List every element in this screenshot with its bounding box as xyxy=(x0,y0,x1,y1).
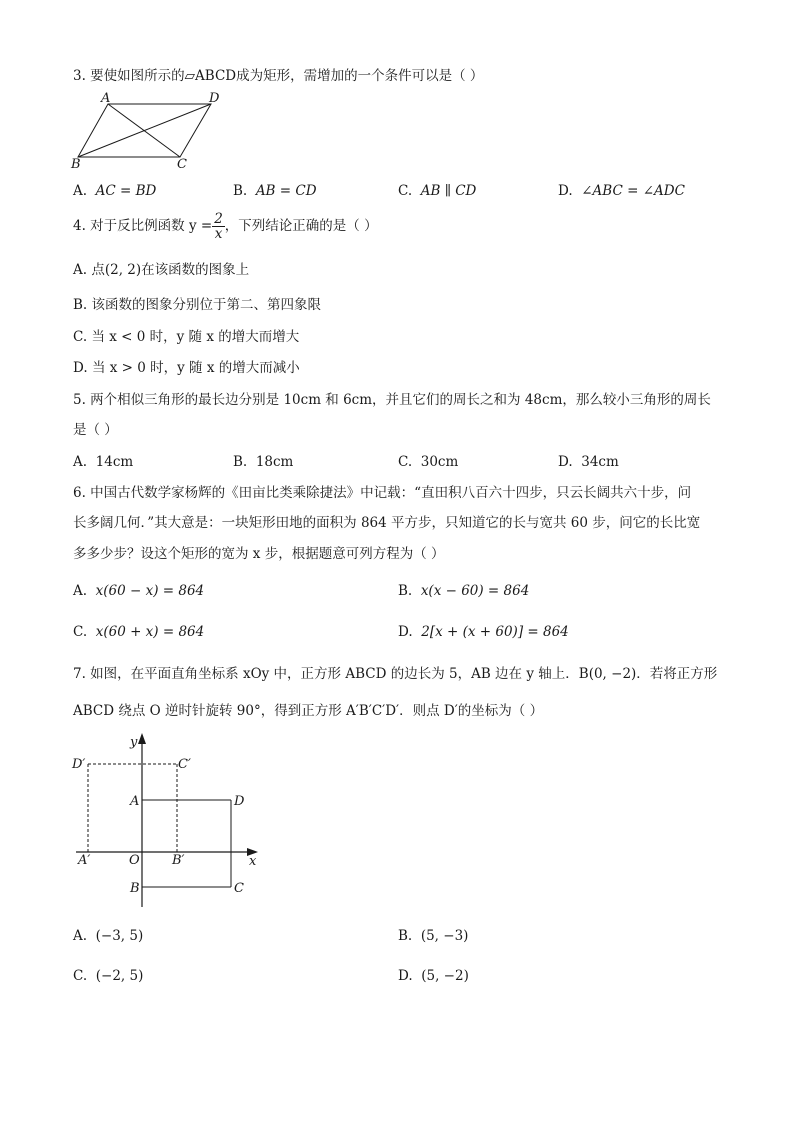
label-d: D xyxy=(209,91,220,106)
q5-option-a[interactable]: A. 14cm xyxy=(73,454,134,470)
q7-option-d[interactable]: D. (5, −2) xyxy=(398,968,469,984)
label-origin: O xyxy=(129,853,140,868)
q4-stem: 4. 对于反比例函数 y = $\frac{2}{x}$ ，下列结论正确的是（ ） xyxy=(73,211,378,242)
label-b-prime: B′ xyxy=(172,853,185,868)
q5-option-c[interactable]: C. 30cm xyxy=(398,454,459,470)
q3-option-d[interactable]: D. ∠ABC = ∠ADC xyxy=(558,183,685,199)
q4-option-a[interactable]: A. 点(2, 2)在该函数的图象上 xyxy=(73,262,250,278)
q3-stem: 3. 要使如图所示的▱ABCD成为矩形，需增加的一个条件可以是（ ） xyxy=(73,68,484,84)
q6-stem-line1: 6. 中国古代数学家杨辉的《田亩比类乘除捷法》中记载：“直田积八百六十四步，只云长阔共六十步，问 xyxy=(73,485,692,501)
q7-option-a[interactable]: A. (−3, 5) xyxy=(73,928,144,944)
label-c: C xyxy=(177,157,187,172)
q6-option-a[interactable]: A. x(60 − x) = 864 xyxy=(73,583,205,599)
label-d-prime: D′ xyxy=(72,757,86,772)
q7-stem-line1: 7. 如图，在平面直角坐标系 xOy 中，正方形 ABCD 的边长为 5，AB 边在 y 轴上．B(0, −2)．若将正方形 xyxy=(73,666,718,682)
q7-option-b[interactable]: B. (5, −3) xyxy=(398,928,469,944)
q6-option-c[interactable]: C. x(60 + x) = 864 xyxy=(73,624,205,640)
q4-option-c[interactable]: C. 当 x < 0 时，y 随 x 的增大而增大 xyxy=(73,329,300,345)
q7-stem-line2: ABCD 绕点 O 逆时针旋转 90°，得到正方形 A′B′C′D′．则点 D′的坐标为（ ） xyxy=(73,703,544,719)
label-c-prime: C′ xyxy=(178,757,191,772)
q4-option-b[interactable]: B. 该函数的图象分别位于第二、第四象限 xyxy=(73,297,322,313)
label-a-prime: A′ xyxy=(78,853,91,868)
diagonal-bd xyxy=(78,104,211,157)
q3-option-c[interactable]: C. AB ∥ CD xyxy=(398,183,477,199)
q6-option-b[interactable]: B. x(x − 60) = 864 xyxy=(398,583,530,599)
q6-stem-line2: 长多阔几何．”其大意是：一块矩形田地的面积为 864 平方步，只知道它的长与宽共 60 步，问它的长比宽 xyxy=(73,515,701,531)
label-d: D xyxy=(234,794,245,809)
q6-option-d[interactable]: D. 2[x + (x + 60)] = 864 xyxy=(398,624,569,640)
q4-option-d[interactable]: D. 当 x > 0 时，y 随 x 的增大而减小 xyxy=(73,360,300,376)
q5-stem-line1: 5. 两个相似三角形的最长边分别是 10cm 和 6cm，并且它们的周长之和为 48cm，那么较小三角形的周长 xyxy=(73,392,711,408)
label-b: B xyxy=(71,157,81,172)
q5-option-b[interactable]: B. 18cm xyxy=(233,454,294,470)
q3-parallelogram-figure xyxy=(70,90,230,172)
q3-option-b[interactable]: B. AB = CD xyxy=(233,183,317,199)
label-y: y xyxy=(130,735,138,750)
label-a: A xyxy=(101,91,111,106)
label-b: B xyxy=(130,881,140,896)
q3-option-a[interactable]: A. AC = BD xyxy=(73,183,157,199)
label-a: A xyxy=(130,794,140,809)
label-x: x xyxy=(249,854,257,869)
fraction-2-over-x: $\frac{2}{x}$ xyxy=(214,211,223,242)
q7-coordinate-figure xyxy=(68,730,268,915)
q5-option-d[interactable]: D. 34cm xyxy=(558,454,619,470)
label-c: C xyxy=(234,881,244,896)
q5-stem-line2: 是（ ） xyxy=(73,422,118,438)
y-axis-arrow xyxy=(138,733,146,744)
q6-stem-line3: 多多少步？设这个矩形的宽为 x 步，根据题意可列方程为（ ） xyxy=(73,546,445,562)
q7-option-c[interactable]: C. (−2, 5) xyxy=(73,968,144,984)
